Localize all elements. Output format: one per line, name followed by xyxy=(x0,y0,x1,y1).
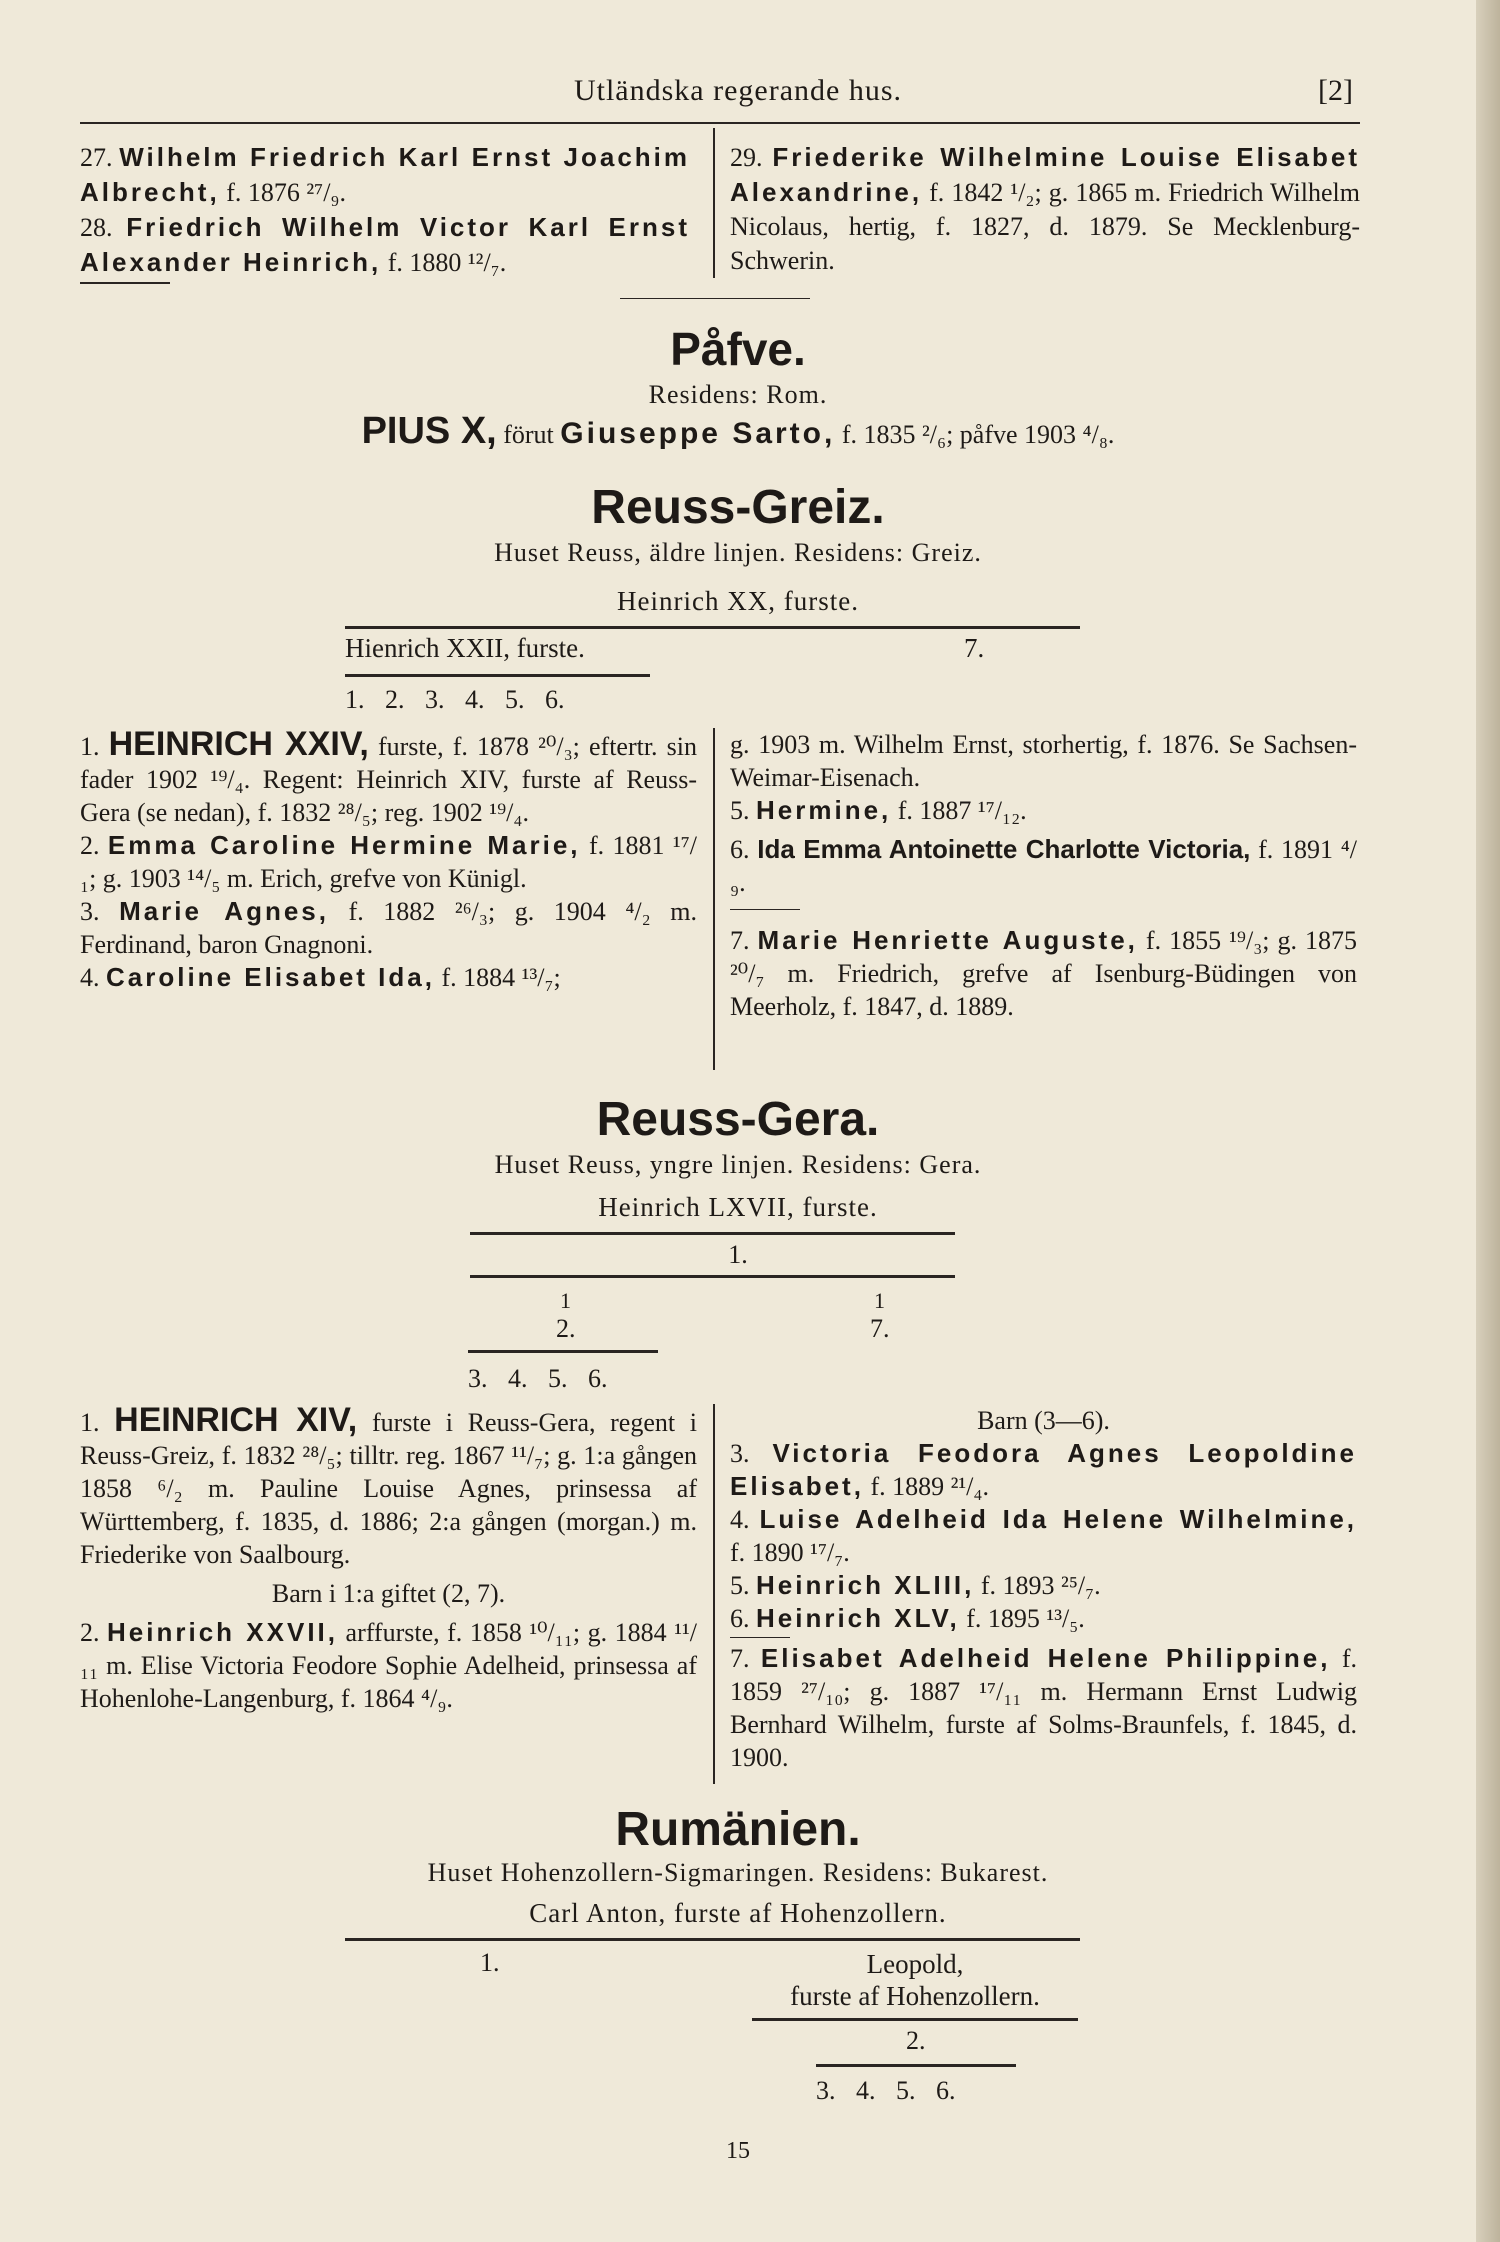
gera-tree-root: Heinrich LXVII, furste. xyxy=(598,1192,878,1222)
gera-tree-r: 7. xyxy=(870,1314,890,1343)
rumanien-tree-left: 1. xyxy=(480,1948,500,1977)
gera-tree-1: 1. xyxy=(728,1240,748,1269)
gera-entry-1: 1. HEINRICH XIV, furste i Reuss-Gera, regent i Reuss-Greiz, f. 1832 ²⁸/₅; tilltr. reg. 1867 ¹¹/₇; g. 1:a gången 1858 ⁶/₂ m. Pauline Louise Agnes, prinsessa af Württemberg, f. 1835, d. 1886; 2:a gången (morgan.) m. Friederike von Saalbourg. xyxy=(80,1401,698,1569)
gera-tree-children: 3. 4. 5. 6. xyxy=(468,1364,608,1393)
top-right-column xyxy=(730,140,1360,278)
greiz-tree-right: 7. xyxy=(964,633,985,663)
greiz-short-rule xyxy=(730,909,800,910)
gera-entry-5: 5. Heinrich XLIII, f. 1893 ²⁵/₇. xyxy=(730,1570,1101,1600)
gera-tree-subbar xyxy=(468,1350,658,1353)
heading-pafve: Påfve. xyxy=(670,323,806,375)
greiz-entry-3: 3. Marie Agnes, f. 1882 ²⁶/₃; g. 1904 ⁴/₂ m. Ferdinand, baron Gnagnoni. xyxy=(80,896,697,959)
entry-27: 27. Wilhelm Friedrich Karl Ernst Joachim Albrecht, f. 1876 ²⁷/₉. xyxy=(80,142,691,207)
greiz-tree-subbar xyxy=(345,674,650,677)
section-rule xyxy=(620,298,810,299)
page-number: 15 xyxy=(726,2138,750,2164)
rumanien-tree-bar xyxy=(345,1938,1080,1941)
greiz-entry-5: 5. Hermine, f. 1887 ¹⁷/₁₂. xyxy=(730,795,1027,825)
gera-tree-r-sup: 1 xyxy=(874,1288,885,1313)
gera-right-column xyxy=(730,1404,1357,1774)
greiz-column-divider xyxy=(713,728,715,1070)
greiz-right-column xyxy=(730,728,1357,1023)
rumanien-tree-right-name: Leopold, xyxy=(866,1949,964,1979)
gera-tree-bar xyxy=(470,1232,955,1235)
gera-tree-bar-2 xyxy=(470,1275,955,1278)
short-rule xyxy=(80,282,170,284)
rumanien-tree-subbar xyxy=(752,2018,1078,2021)
greiz-left-column xyxy=(80,725,698,994)
rumanien-tree-right xyxy=(750,1948,1080,2012)
gera-entry-2: 2. Heinrich XXVII, arffurste, f. 1858 ¹⁰/₁₁; g. 1884 ¹¹/₁₁ m. Elise Victoria Feodore Sophie Adelheid, prinsessa af Hohenlohe-Langenburg, f. 1864 ⁴/₉. xyxy=(80,1617,698,1713)
greiz-entry-1: 1. HEINRICH XXIV, furste, f. 1878 ²⁰/₃; eftertr. sin fader 1902 ¹⁹/₄. Regent: Heinrich XIV, furste af Reuss-Gera (se nedan), f. 1832 ²⁸/₅; reg. 1902 ¹⁹/₄. xyxy=(80,725,698,827)
rumanien-subtitle: Huset Hohenzollern-Sigmaringen. Residens: Bukarest. xyxy=(427,1858,1049,1887)
gera-subtitle: Huset Reuss, yngre linjen. Residens: Gera. xyxy=(494,1150,982,1179)
gera-tree-l: 2. xyxy=(556,1314,576,1343)
rumanien-tree-root: Carl Anton, furste af Hohenzollern. xyxy=(529,1898,947,1928)
page-edge-shadow xyxy=(1476,0,1500,2242)
greiz-entry-7: 7. Marie Henriette Auguste, f. 1855 ¹⁹/₃; g. 1875 ²⁰/₇ m. Friedrich, grefve af Isenburg-Büdingen von Meerholz, f. 1847, d. 1889. xyxy=(730,925,1358,1021)
pope-line: PIUS X, förut Giuseppe Sarto, f. 1835 ²/₆; påfve 1903 ⁴/₈. xyxy=(361,410,1115,452)
column-divider xyxy=(713,128,715,278)
heading-reuss-gera: Reuss-Gera. xyxy=(596,1093,880,1146)
gera-children-note-left: Barn i 1:a giftet (2, 7). xyxy=(271,1579,506,1608)
rumanien-tree-subbar-2 xyxy=(816,2064,1016,2067)
gera-children-note-right: Barn (3—6). xyxy=(977,1406,1110,1435)
heading-reuss-greiz: Reuss-Greiz. xyxy=(591,481,885,534)
gera-short-rule xyxy=(730,1637,790,1638)
top-left-column xyxy=(80,140,690,280)
gera-tree-l-sup: 1 xyxy=(560,1288,571,1313)
greiz-entry-cont: g. 1903 m. Wilhelm Ernst, storhertig, f. 1876. Se Sachsen-Weimar-Eisenach. xyxy=(730,730,1357,792)
entry-29: 29. Friederike Wilhelmine Louise Elisabet Alexandrine, f. 1842 ¹/₂; g. 1865 m. Friedrich Wilhelm Nicolaus, hertig, f. 1827, d. 1879. Se Mecklenburg-Schwerin. xyxy=(730,142,1361,275)
greiz-tree-bar xyxy=(345,626,1080,629)
header-rule xyxy=(80,122,1360,124)
greiz-entry-2: 2. Emma Caroline Hermine Marie, f. 1881 ¹⁷/₁; g. 1903 ¹⁴/₅ m. Erich, grefve von Künigl. xyxy=(80,830,698,893)
pafve-residence: Residens: Rom. xyxy=(648,380,828,409)
greiz-tree-left: Hienrich XXII, furste. xyxy=(345,633,585,663)
greiz-entry-6: 6. Ida Emma Antoinette Charlotte Victoria, f. 1891 ⁴/₉. xyxy=(730,834,1358,897)
greiz-tree-children: 1. 2. 3. 4. 5. 6. xyxy=(345,685,565,714)
gera-column-divider xyxy=(713,1404,715,1784)
gera-entry-6: 6. Heinrich XLV, f. 1895 ¹³/₅. xyxy=(730,1603,1085,1633)
greiz-tree-root: Heinrich XX, furste. xyxy=(617,586,859,616)
greiz-entry-4: 4. Caroline Elisabet Ida, f. 1884 ¹³/₇; xyxy=(80,962,561,992)
entry-28: 28. Friedrich Wilhelm Victor Karl Ernst Alexander Heinrich, f. 1880 ¹²/₇. xyxy=(80,212,690,277)
rumanien-tree-children: 3. 4. 5. 6. xyxy=(816,2076,956,2105)
running-header: Utländska regerande hus. xyxy=(573,74,903,107)
rumanien-tree-2: 2. xyxy=(906,2026,926,2055)
rumanien-tree-right-title: furste af Hohenzollern. xyxy=(790,1981,1040,2011)
greiz-subtitle: Huset Reuss, äldre linjen. Residens: Greiz. xyxy=(494,538,982,567)
heading-rumanien: Rumänien. xyxy=(615,1803,861,1856)
gera-entry-3: 3. Victoria Feodora Agnes Leopoldine Elisabet, f. 1889 ²¹/₄. xyxy=(730,1438,1358,1501)
page-marker: [2] xyxy=(1318,74,1353,107)
gera-entry-4: 4. Luise Adelheid Ida Helene Wilhelmine, f. 1890 ¹⁷/₇. xyxy=(730,1504,1358,1567)
gera-left-column xyxy=(80,1401,698,1715)
gera-entry-7: 7. Elisabet Adelheid Helene Philippine, f. 1859 ²⁷/₁₀; g. 1887 ¹⁷/₁₁ m. Hermann Ernst Ludwig Bernhard Wilhelm, furste af Solms-Braunfels, f. 1845, d. 1900. xyxy=(730,1643,1358,1772)
